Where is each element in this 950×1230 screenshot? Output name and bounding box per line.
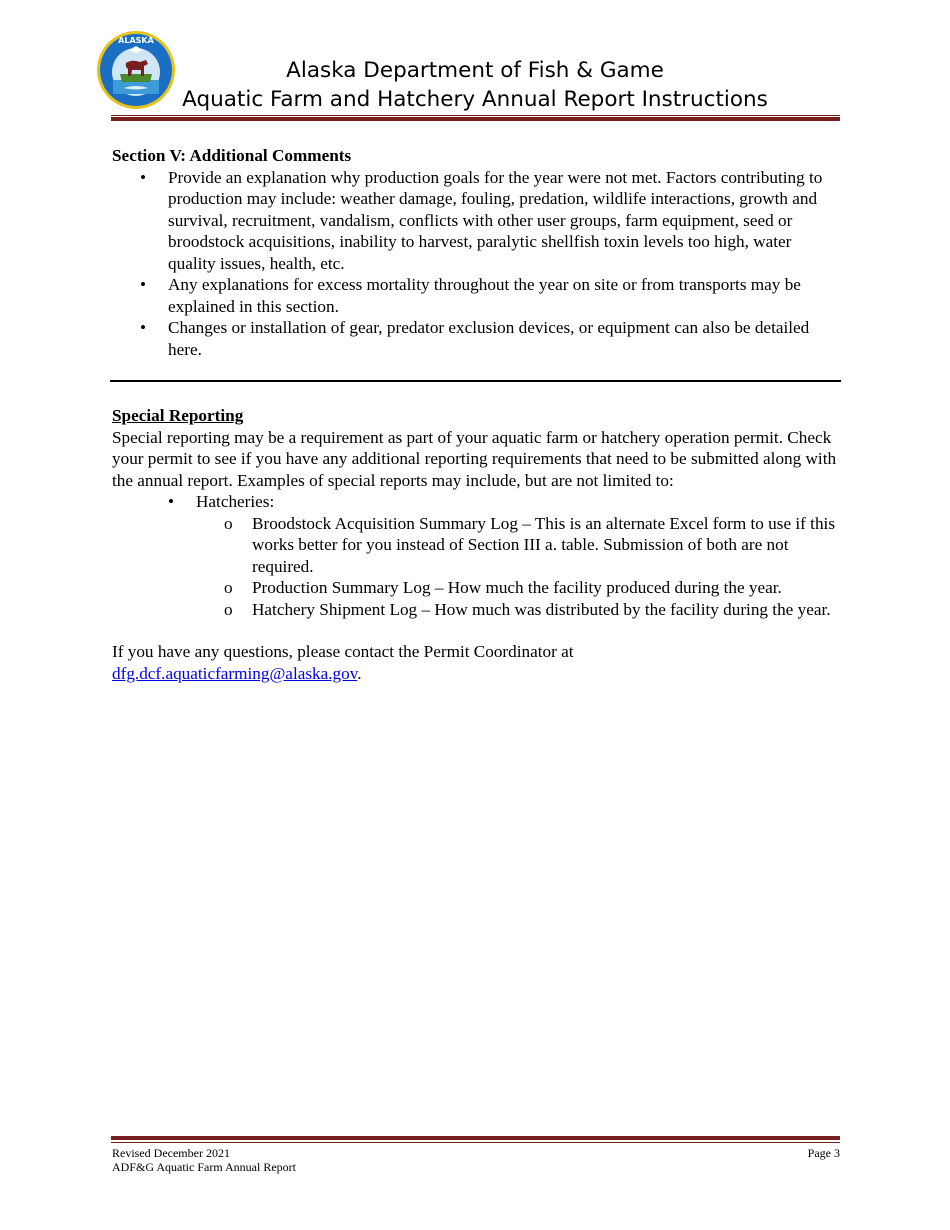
footer-doc-name: ADF&G Aquatic Farm Annual Report: [112, 1160, 296, 1174]
page-number: Page 3: [807, 1146, 840, 1160]
section-special-reporting: [112, 405, 840, 684]
section-divider: [110, 380, 841, 382]
header-title-line2: Aquatic Farm and Hatchery Annual Report Instructions: [182, 87, 768, 112]
contact-line: dfg.dcf.aquaticfarming@alaska.gov.: [112, 663, 362, 683]
list-item: o Production Summary Log – How much the facility produced during the year.: [224, 578, 782, 597]
list-item: o Hatchery Shipment Log – How much was distributed by the facility during the year.: [224, 599, 831, 619]
bullet-icon: •: [140, 167, 147, 187]
header-rule-thick: [111, 117, 840, 121]
footer-rule-thick: [111, 1136, 840, 1140]
section-heading: Special Reporting: [112, 406, 244, 425]
list-item: • Provide an explanation why production goals for the year were not met. Factors contributing to production may include: weather damage, fouling, predation, wildlife interactions, growth and survival, recruitment, vandalism, conflicts with other user groups, farm equipment, seed or broodstock acquisitions, inability to harvest, paralytic shellfish toxin levels too high, water quality issues, health, etc.: [140, 167, 823, 273]
circle-bullet-icon: o: [224, 599, 233, 619]
circle-bullet-icon: o: [224, 578, 233, 597]
circle-bullet-icon: o: [224, 513, 233, 533]
bullet-icon: •: [140, 275, 147, 294]
list-item: o Broodstock Acquisition Summary Log – This is an alternate Excel form to use if this works better for you instead of Section III a. table. Submission of both are not required.: [224, 513, 836, 576]
email-link[interactable]: dfg.dcf.aquaticfarming@alaska.gov: [112, 663, 358, 683]
special-reporting-intro: Special reporting may be a requirement as part of your aquatic farm or hatchery operation permit. Check your permit to see if you have any additional reporting requirements that need to be submitted along with the annual report. Examples of special reports may include, but are not limited to:: [112, 427, 837, 490]
header-title-line1: Alaska Department of Fish & Game: [286, 58, 664, 83]
footer-revised: Revised December 2021: [112, 1146, 230, 1160]
bullet-list: [112, 167, 840, 361]
list-item: • Hatcheries:: [168, 492, 275, 511]
footer: [112, 1146, 840, 1174]
section-additional-comments: [112, 145, 840, 360]
bullet-icon: •: [140, 318, 147, 337]
section-heading: Section V: Additional Comments: [112, 146, 352, 165]
list-item: • Changes or installation of gear, predator exclusion devices, or equipment can also be detailed here.: [140, 318, 810, 359]
footer-rule-thin: [111, 1142, 840, 1143]
header-rule-thin: [111, 115, 840, 116]
adfg-seal-logo: [96, 30, 176, 110]
list-item: • Any explanations for excess mortality throughout the year on site or from transports may be explained in this section.: [140, 275, 801, 316]
svg-text:ALASKA: ALASKA: [118, 36, 154, 45]
contact-text: If you have any questions, please contact the Permit Coordinator at: [112, 642, 574, 661]
bullet-icon: •: [168, 492, 175, 511]
